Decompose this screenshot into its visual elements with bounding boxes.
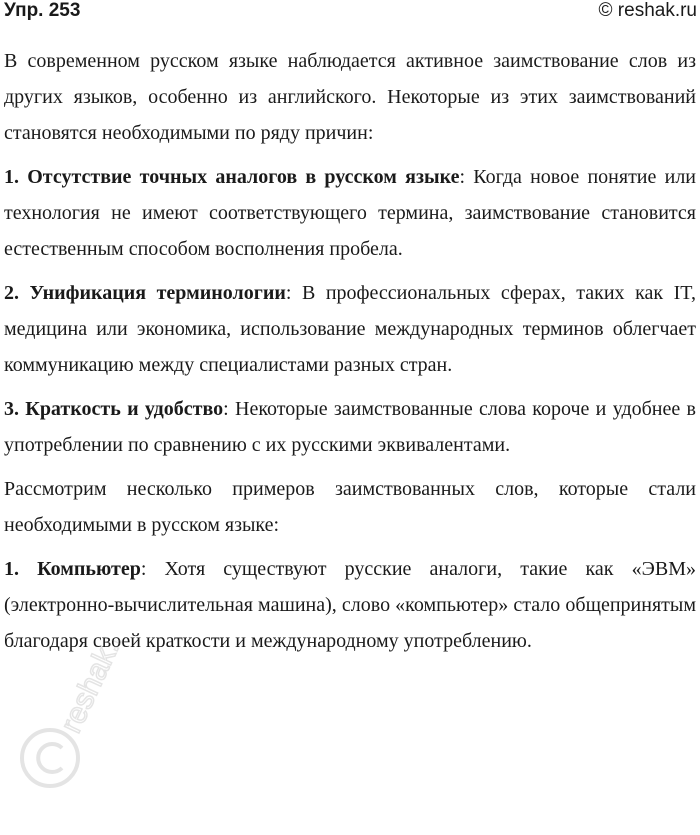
reason-item [4, 159, 696, 267]
reason-text: : В профессиональных сферах, таких как IT, медицина или экономика, использование международных терминов облегчает коммуникацию между специалистами разных стран. [4, 282, 697, 376]
example-text: : Хотя существуют русские аналоги, такие как «ЭВМ» (электронно-вычислительная машина), слово «компьютер» стало общепринятым благодаря своей краткости и международному употреблению. [4, 558, 696, 652]
content [4, 43, 696, 667]
example-title: 1. Компьютер [4, 558, 141, 580]
intro-paragraph: В современном русском языке наблюдается активное заимствование слов из других языков, особенно из английского. Некоторые из этих заимствований становятся необходимыми по ряду причин: [4, 50, 696, 144]
reason-text: : Когда новое понятие или технология не имеют соответствующего термина, заимствование становится естественным способом восполнения пробела. [4, 166, 696, 260]
watermark-text: reshak.ru [54, 640, 138, 738]
reason-item [4, 391, 696, 463]
reason-title: 2. Унификация терминологии [4, 282, 286, 304]
site-credit: © reshak.ru [598, 0, 697, 21]
reason-text: : Некоторые заимствованные слова короче и удобнее в употреблении по сравнению с их русскими эквивалентами. [4, 398, 697, 456]
reason-title: 3. Краткость и удобство [4, 398, 224, 420]
header [0, 0, 700, 30]
exercise-title: Упр. 253 [4, 0, 81, 21]
reason-item [4, 275, 696, 383]
example-item [4, 551, 696, 659]
reason-title: 1. Отсутствие точных аналогов в русском языке [4, 166, 460, 188]
examples-intro-paragraph: Рассмотрим несколько примеров заимствованных слов, которые стали необходимыми в русском языке: [4, 478, 696, 536]
